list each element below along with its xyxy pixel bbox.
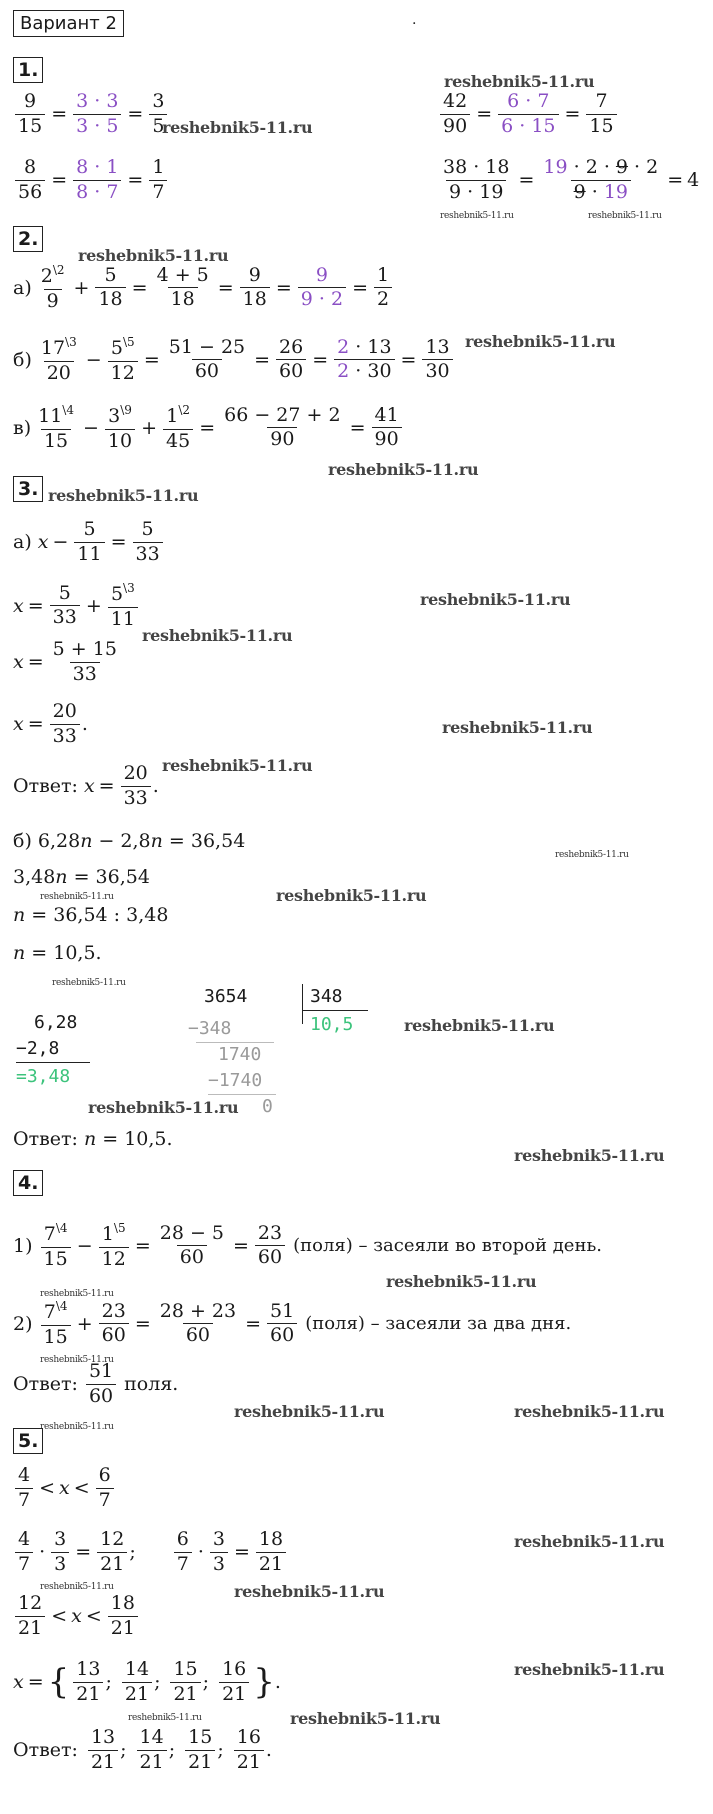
div-quotient: 10,5 xyxy=(310,1014,354,1035)
task-4-number: 4. xyxy=(13,1170,43,1196)
task4-eq2: 2) $\frac{7^{\backslash 4}}{15}$ + $\frac{23}{60}$ = $\frac{28 + 23}{60}$ = $\frac{51}{60}$ (поля) – засеяли за два дня. xyxy=(13,1299,572,1348)
watermark: reshebnik5-11.ru xyxy=(78,246,229,265)
task5-set: x = { $\frac{13}{21}$ ; $\frac{14}{21}$ ; $\frac{15}{21}$ ; $\frac{16}{21}$ } . xyxy=(13,1658,281,1705)
div-dividend: 3654 xyxy=(204,986,248,1007)
watermark: reshebnik5-11.ru xyxy=(290,1709,441,1728)
task5-ineq1: $\frac{4}{7}$ < x < $\frac{6}{7}$ xyxy=(13,1466,116,1511)
watermark: reshebnik5-11.ru xyxy=(420,590,571,609)
watermark: reshebnik5-11.ru xyxy=(40,1289,114,1299)
watermark: reshebnik5-11.ru xyxy=(404,1016,555,1035)
task2-v: в) $\frac{11^{\backslash 4}}{15}$ − $\frac{3^{\backslash 9}}{10}$ + $\frac{1^{\backslash 2}}{45}$ = $\frac{66 - 27 + 2}{90}$ = $\frac{41}{90}$ xyxy=(13,404,404,452)
watermark: reshebnik5-11.ru xyxy=(234,1582,385,1601)
watermark: reshebnik5-11.ru xyxy=(276,886,427,905)
sub-top: 6,28 xyxy=(34,1012,78,1033)
sub-result: =3,48 xyxy=(16,1066,71,1087)
task1-eq1: $\frac{9}{15}$ = $\frac{3 \cdot 3}{3 \cdot 5}$ = $\frac{3}{5}$ xyxy=(13,92,169,137)
watermark: reshebnik5-11.ru xyxy=(514,1402,665,1421)
task4-eq1: 1) $\frac{7^{\backslash 4}}{15}$ − $\frac{1^{\backslash 5}}{12}$ = $\frac{28 - 5}{60}$ = $\frac{23}{60}$ (поля) – засеяли во второй день. xyxy=(13,1221,602,1270)
task1-eq2: $\frac{8}{56}$ = $\frac{8 \cdot 1}{8 \cdot 7}$ = $\frac{1}{7}$ xyxy=(13,158,169,203)
div-step1: −348 xyxy=(188,1018,232,1039)
task5-answer: Ответ: $\frac{13}{21}$ ; $\frac{14}{21}$ ; $\frac{15}{21}$ ; $\frac{16}{21}$ . xyxy=(13,1726,272,1773)
watermark: reshebnik5-11.ru xyxy=(514,1660,665,1679)
watermark: reshebnik5-11.ru xyxy=(386,1272,537,1291)
watermark: reshebnik5-11.ru xyxy=(52,978,126,988)
task1-eq3: $\frac{42}{90}$ = $\frac{6 \cdot 7}{6 \cdot 15}$ = $\frac{7}{15}$ xyxy=(438,92,619,137)
task-1-number: 1. xyxy=(13,57,43,83)
watermark: reshebnik5-11.ru xyxy=(48,486,199,505)
task3-b-answer: Ответ: 𝑛 = 10,5. xyxy=(13,1128,173,1150)
watermark: reshebnik5-11.ru xyxy=(442,718,593,737)
task-3-number: 3. xyxy=(13,476,43,502)
watermark: reshebnik5-11.ru xyxy=(444,72,595,91)
task3-a-eq2: x = $\frac{5}{33}$ + $\frac{5^{\backslash 3}}{11}$ xyxy=(13,582,140,630)
task3-b-line2: 3,48𝑛 = 36,54 xyxy=(13,866,150,888)
task1-eq4: $\frac{38 \cdot 18}{9 \cdot 19}$ = $\frac{19 \cdot 2 \cdot 9 \cdot 2}{9 \cdot 19}$ = 4 xyxy=(443,156,700,203)
watermark: reshebnik5-11.ru xyxy=(162,118,313,137)
task3-a-eq4: x = $\frac{20}{33}$ . xyxy=(13,700,88,747)
task3-a-eq3: x = $\frac{5 + 15}{33}$ xyxy=(13,638,117,685)
watermark: reshebnik5-11.ru xyxy=(88,1098,239,1117)
div-line1 xyxy=(196,1042,274,1043)
task3-a-eq1: а) x − $\frac{5}{11}$ = $\frac{5}{33}$ xyxy=(13,520,165,565)
watermark: reshebnik5-11.ru xyxy=(40,1355,114,1365)
task3-a-answer: Ответ: x = $\frac{20}{33}$ . xyxy=(13,762,159,809)
task3-b-line1: б) 6,28𝑛 − 2,8𝑛 = 36,54 xyxy=(13,830,246,852)
variant-title: Вариант 2 xyxy=(13,10,124,37)
dot-mark: . xyxy=(412,12,417,28)
task5-ineq2: $\frac{12}{21}$ < x < $\frac{18}{21}$ xyxy=(13,1594,140,1639)
watermark: reshebnik5-11.ru xyxy=(514,1146,665,1165)
task-2-number: 2. xyxy=(13,226,43,252)
watermark: reshebnik5-11.ru xyxy=(40,892,114,902)
div-rem2: 0 xyxy=(262,1096,273,1117)
task2-b: б) $\frac{17^{\backslash 3}}{20}$ − $\frac{5^{\backslash 5}}{12}$ = $\frac{51 - 25}{60}$ = $\frac{26}{60}$ = $\frac{2 \cdot 13}{2 \cdot 30}$ = $\frac{13}{30}$ xyxy=(13,336,455,384)
task3-b-line3: 𝑛 = 36,54 : 3,48 xyxy=(13,904,169,926)
task2-a: а) $\frac{2^{\backslash 2}}{9}$ + $\frac{5}{18}$ = $\frac{4 + 5}{18}$ = $\frac{9}{18}$ = $\frac{9}{9 \cdot 2}$ = $\frac{1}{2}$ xyxy=(13,264,394,312)
sub-line xyxy=(16,1062,90,1063)
task4-answer: Ответ: $\frac{51}{60}$ поля. xyxy=(13,1360,179,1407)
watermark: reshebnik5-11.ru xyxy=(514,1532,665,1551)
watermark: reshebnik5-11.ru xyxy=(40,1422,114,1432)
watermark: reshebnik5-11.ru xyxy=(234,1402,385,1421)
div-step2: −1740 xyxy=(208,1070,263,1091)
watermark: reshebnik5-11.ru xyxy=(162,756,313,775)
sub-mid: −2,8 xyxy=(16,1038,60,1059)
watermark: reshebnik5-11.ru xyxy=(328,460,479,479)
watermark: reshebnik5-11.ru xyxy=(588,211,662,221)
watermark: reshebnik5-11.ru xyxy=(40,1582,114,1592)
task5-mult: $\frac{4}{7}$ · $\frac{3}{3}$ = $\frac{12}{21}$ ; $\frac{6}{7}$ · $\frac{3}{3}$ = $\frac{18}{21}$ xyxy=(13,1530,288,1575)
watermark: reshebnik5-11.ru xyxy=(440,211,514,221)
div-bar xyxy=(302,984,303,1024)
watermark: reshebnik5-11.ru xyxy=(465,332,616,351)
div-rem1: 1740 xyxy=(218,1044,262,1065)
task-5-number: 5. xyxy=(13,1428,43,1454)
div-divisor-line xyxy=(302,1010,368,1011)
watermark: reshebnik5-11.ru xyxy=(128,1713,202,1723)
watermark: reshebnik5-11.ru xyxy=(142,626,293,645)
watermark: reshebnik5-11.ru xyxy=(555,850,629,860)
task3-b-line4: 𝑛 = 10,5. xyxy=(13,942,102,964)
div-divisor: 348 xyxy=(310,986,343,1007)
div-line2 xyxy=(208,1094,276,1095)
